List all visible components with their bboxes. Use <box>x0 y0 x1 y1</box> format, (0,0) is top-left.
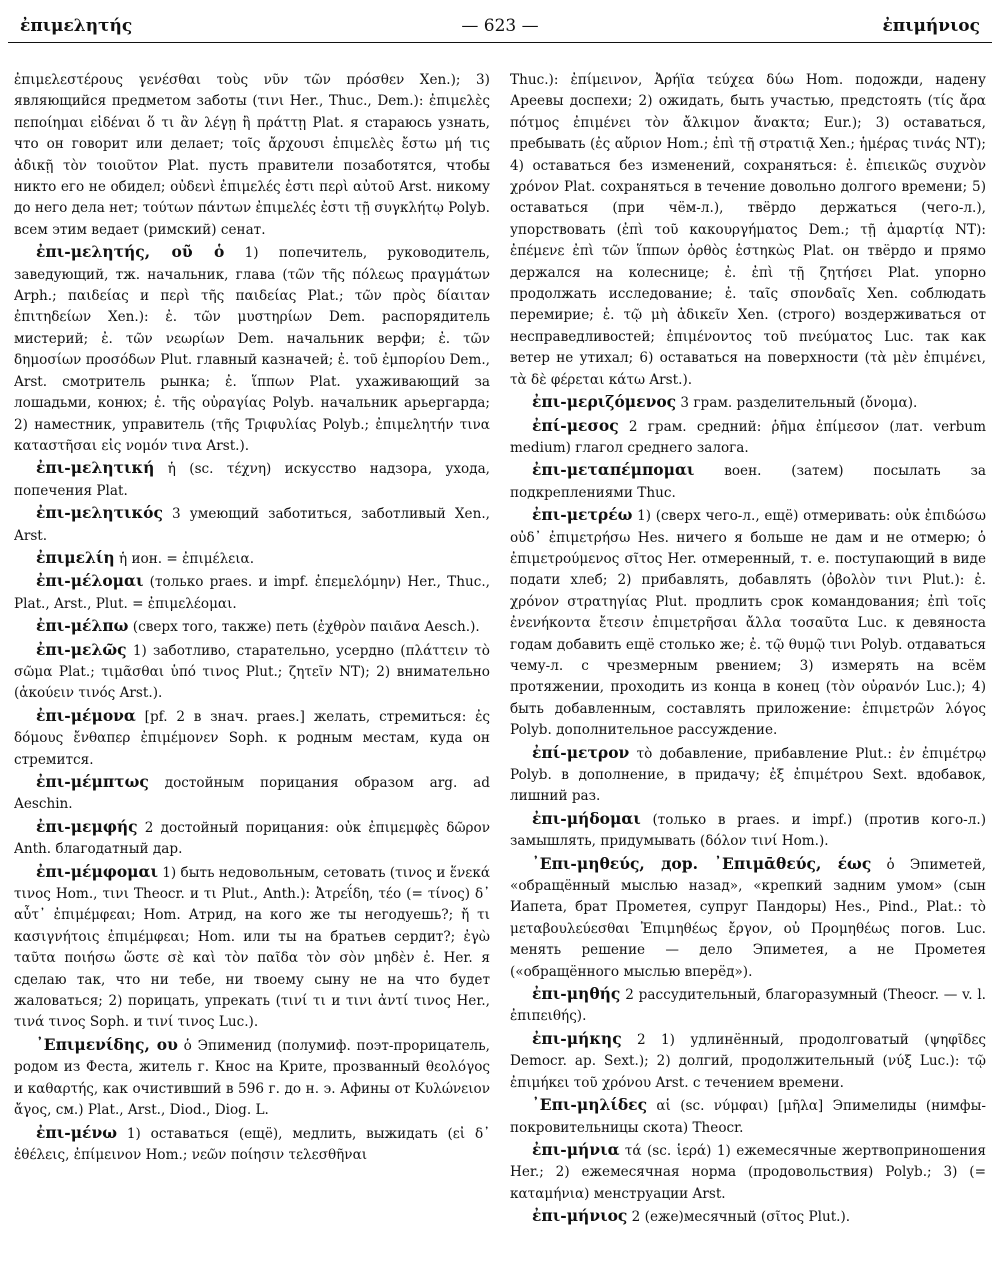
dictionary-entry <box>14 861 490 1034</box>
entry-continuation <box>510 70 986 391</box>
header-last-word: ἐπιμήνιος <box>882 16 980 36</box>
dictionary-entry <box>14 639 490 705</box>
dictionary-entry <box>510 1094 986 1139</box>
entry-text: 2 рассудительный, благоразумный (Theocr. — v. l. ἐπιπειθής). <box>510 987 986 1025</box>
entry-text: (только praes. и impf. ἐπεμελόμην) Her., Thuc., Plat., Arst., Plut. = ἐπιμελέομαι. <box>14 574 490 612</box>
dictionary-entry <box>510 415 986 460</box>
entry-text: Thuc.): ἐπίμεινον, Ἀρήϊα τεύχεα δύω Hom. подожди, надену Ареевы доспехи; 2) ожидать, быть участью, предстоять (τίς ἄρα πότμος ἐπιμένει τὸν ἄλκιμον ἄνακτα; Eur.); 3) оставаться, пребывать (ἐς αὔριον Hom.; ἐπὶ τῇ στρατιᾷ Xen.; ἡμέρας τινάς NT); 4) оставаться без изменений, сохраняться: ἐ. ἐπιεικῶς συχνὸν χρόνον Plat. сохраняться в течение довольно долгого времени; 5) оставаться (при чём-л.), твёрдо держаться (чего-л.), упорствовать (ἐπὶ τοῦ κακουργήματος Dem.; τῇ ἁμαρτίᾳ NT): ἐπέμενε ἐπὶ τῶν ἵππων ὀρθὸς ἑστηκὼς Plat. он твёрдо и прямо держался на колеснице; ἐ. ἐπὶ τῇ ζητήσει Plat. упорно продолжать исследование; ἐ. ταῖς σπονδαῖς Xen. соблюдать перемирие; ἐ. τῷ μὴ ἀδικεῖν Xen. (строго) воздерживаться от несправедливостей; ἐπιμένοντος τοῦ πνεύματος Luc. так как ветер не утихал; 6) оставаться на поверхности (τὰ μὲν ἐπιμένει, τὰ δὲ φέρεται κάτω Arst.). <box>510 72 986 388</box>
entry-text: достойным порицания образом arg. ad Aeschin. <box>14 775 490 813</box>
entry-headword: ἐπι-μήνια <box>532 1139 620 1159</box>
entry-text: 1) быть недовольным, сетовать (τινος и ἕνεκά τινος Hom., τινι Theocr. и τι Plut., Anth.): Ἀτρεΐδη, τέο (= τίνος) δ᾽ αὖτ᾽ ἐπιμέμφεαι; Hom. Атрид, на кого же ты негодуешь?; ἤ τι κασιγνήτοις ἐπιμέμφεαι; Hom. или ты на братьев сердит?; ἐγὼ ταῦτα ποιήσω ὥστε σὲ καὶ τὸν παῖδα τὸν σὸν μηδὲν ἐ. Her. я сделаю так, что ни тебе, ни твоему сыну не на что будет жаловаться; 2) порицать, упрекать (τινί τι и τινι ἀντί τινος Her., τινά τινος Soph. и τινί τινος Luc.). <box>14 864 490 1031</box>
entry-text: 1) заботливо, старательно, усердно (πλάττειν τὸ σῶμα Plat.; τιμᾶσθαι ὑπό τινος Plut.; ζητεῖν NT); 2) внимательно (ἀκούειν τινός Arst.). <box>14 642 490 702</box>
entry-headword: ἐπι-μεμφής <box>36 816 138 836</box>
entry-text: (сверх того, также) петь (ἐχθρὸν παιᾶνα Aesch.). <box>128 619 480 636</box>
text-columns <box>14 70 986 1280</box>
entry-text: ἡ ион. = ἐπιμέλεια. <box>114 550 255 567</box>
left-column <box>14 70 490 1280</box>
dictionary-entry <box>14 570 490 615</box>
entry-text: 1) оставаться (ещё), медлить, выжидать (εἰ δ᾽ ἐθέλεις, ἐπίμεινον Hom.; νεῶν ποίησιν τελεσθῆναι <box>14 1125 490 1163</box>
dictionary-entry <box>14 241 490 457</box>
entry-headword: ἐπι-μήδομαι <box>532 808 641 828</box>
dictionary-entry <box>510 983 986 1028</box>
entry-headword: ἐπι-μετρέω <box>532 505 633 525</box>
entry-text: 2 достойный порицания: οὐκ ἐπιμεμφὲς δῶρον Anth. благодатный дар. <box>14 819 490 858</box>
dictionary-entry <box>14 547 490 570</box>
entry-headword: ἐπι-μεριζόμενος <box>532 392 677 412</box>
entry-text: ἡ (sc. τέχνη) искусство надзора, ухода, попечения Plat. <box>14 461 490 499</box>
entry-headword: ἐπι-μελῶς <box>36 639 127 659</box>
page-number: — 623 — <box>461 16 539 36</box>
dictionary-entry <box>14 771 490 816</box>
entry-headword: ἐπι-μελητής, οῦ ὁ <box>36 242 225 262</box>
entry-text: 3 грам. разделительный (ὄνομα). <box>676 395 918 412</box>
entry-text: 2 грам. средний: ῥῆμα ἐπίμεσον (лат. verbum medium) глагол среднего залога. <box>510 418 986 456</box>
dictionary-entry <box>14 1122 490 1167</box>
entry-text: ὁ Эпиметей, «обращённый мыслью назад», «крепкий задним умом» (сын Иапета, брат Прометея, супруг Пандоры) Hes., Pind., Plat.: τὸ μεταβουλεύεσθαι Ἐπιμηθέως ἔργον, οὐ Προμηθέως погов. Luc. менять решение — дело Эпиметея, а не Прометея («обращённого мыслью вперёд»). <box>510 856 986 980</box>
dictionary-entry <box>510 742 986 808</box>
entry-headword: ἐπι-μέμονα <box>36 705 136 725</box>
dictionary-entry <box>510 1205 986 1228</box>
dictionary-entry <box>510 391 986 414</box>
dictionary-entry <box>14 457 490 502</box>
dictionary-entry <box>510 853 986 983</box>
dictionary-entry <box>510 1028 986 1094</box>
entry-headword: ἐπι-μέλπω <box>36 616 129 636</box>
entry-headword: ᾽Επι-μηθεύς, дор. ᾽Επιμᾱθεύς, έως <box>532 853 872 873</box>
page-header <box>14 10 986 40</box>
dictionary-entry <box>14 615 490 638</box>
entry-headword: ἐπι-μήνιος <box>532 1206 628 1226</box>
entry-headword: ἐπι-μελητική <box>36 458 155 478</box>
entry-text: αἱ (sc. νύμφαι) [μῆλα] Эпимелиды (нимфы-покровительницы скота) Theocr. <box>510 1098 986 1136</box>
entry-headword: ἐπι-μένω <box>36 1122 117 1142</box>
dictionary-entry <box>14 1034 490 1122</box>
entry-text: τὸ добавление, прибавление Plut.: ἐν ἐπιμέτρῳ Polyb. в дополнение, в придачу; ἐξ ἐπιμέτρου Sext. вдобавок, лишний раз. <box>510 745 986 805</box>
entry-headword: ἐπι-μέμπτως <box>36 772 149 791</box>
right-column <box>510 70 986 1280</box>
entry-text: 1) попечитель, руководитель, заведующий, тж. начальник, глава (τῶν τῆς πόλεως πραγμάτων Arph.; παιδείας и περὶ τῆς παιδείας Plat.; τῶν πρὸς δίαιταν ἐπιτηδείων Xen.): ἐ. τῶν μυστηρίων Dem. распорядитель мистерий; ἐ. τῶν νεωρίων Dem. начальник верфи; ἐ. τῶν δημοσίων προσόδων Plut. главный казначей; ἐ. τοῦ ἐμπορίου Dem., Arst. смотритель рынка; ἐ. ἵππων Plat. ухаживающий за лошадьми, конюх; ἐ. τῆς οὐραγίας Polyb. начальник арьергарда; 2) наместник, управитель (τῆς Τριφυλίας Polyb.; ἐπιμελητήν τινα καταστῆσαι εἰς νομόν τινα Arst.). <box>14 245 490 454</box>
entry-continuation <box>14 70 490 241</box>
dictionary-entry <box>510 808 986 853</box>
entry-headword: ἐπι-μέλομαι <box>36 571 144 591</box>
entry-text: 2 1) удлинённый, продолговатый (ψηφῖδες Democr. ap. Sext.); 2) долгий, продолжительный (νύξ Luc.): τῷ ἐπιμήκει τοῦ χρόνου Arst. с течением времени. <box>510 1031 986 1091</box>
entry-text: (только в praes. и impf.) (против кого-л.) замышлять, придумывать (δόλον τινί Hom.). <box>510 811 986 850</box>
dictionary-entry <box>14 816 490 861</box>
entry-headword: ἐπί-μετρον <box>532 742 630 762</box>
dictionary-entry <box>510 1139 986 1205</box>
entry-text: 3 умеющий заботиться, заботливый Xen., Arst. <box>14 506 490 544</box>
entry-headword: ἐπι-μεταπέμπομαι <box>532 460 695 480</box>
header-first-word: ἐπιμελητής <box>20 16 133 36</box>
entry-headword: ἐπί-μεσος <box>532 415 619 435</box>
entry-text: ὁ Эпименид (полумиф. поэт-прорицатель, родом из Феста, житель г. Кнос на Крите, прозванный θεολόγος и καθαρτής, как очистивший в 596 г. до н. э. Афины от Κυλώνειον ἄγος, см.) Plat., Arst., Diod., Diog. L. <box>14 1037 490 1119</box>
entry-text: ἐπιμελεστέρους γενέσθαι τοὺς νῦν τῶν πρόσθεν Xen.); 3) являющийся предметом заботы (τινι Her., Thuc., Dem.): ἐπιμελὲς πεποίημαι εἰδέναι ὅ τι ἂν λέγῃ ἢ πράττῃ Plat. я стараюсь узнать, что он говорит или делает; τοῖς ἄρχουσι ἐπιμελὲς ἔστω μή τις ἀδικῇ τὸν τοιοῦτον Plat. пусть правители позаботятся, чтобы никто его не обидел; οὐδενὶ ἐπιμελές ἐστι περὶ αὐτοῦ Arst. никому до него дела нет; τούτων πάντων ἐπιμελές ἐστι τῇ συγκλήτῳ Polyb. всем этим ведает (римский) сенат. <box>14 72 490 238</box>
entry-text: τά (sc. ἱερά) 1) ежемесячные жертвоприношения Her.; 2) ежемесячная норма (продовольствия) Polyb.; 3) (= καταμήνια) менструации Arst. <box>510 1142 986 1202</box>
entry-text: [pf. 2 в знач. praes.] желать, стремиться: ἐς δόμους ἔνθαπερ ἐπιμέμονεν Soph. к родным местам, куда он стремится. <box>14 708 490 768</box>
dictionary-entry <box>14 705 490 771</box>
entry-headword: ἐπι-μήκης <box>532 1028 622 1048</box>
header-rule <box>8 42 992 43</box>
dictionary-entry <box>510 459 986 504</box>
dictionary-entry <box>510 504 986 741</box>
entry-text: 1) (сверх чего-л., ещё) отмеривать: οὐκ ἐπιδώσω οὐδ᾽ ἐπιμετρήσω Hes. ничего я больше не дам и не отмерю; ὁ ἐπιμετρούμενος σῖτος Her. отмеренный, т. е. поступающий в виде подати хлеб; 2) прибавлять, добавлять (ὀβολὸν τινι Plut.): ἐ. χρόνον στρατηγίας Plut. продлить срок командования; ἐπὶ τοῖς ἐνενήκοντα ἔτεσιν ἐπιμετρῆσαι ἄλλα τοσαῦτα Luc. к девяноста годам добавить ещё столько же; ἐ. τῷ θυμῷ τινι Polyb. отдаваться чему-л. с чрезмерным рвением; 3) измерять на всём протяжении, проходить из конца в конец (τὸν οὐρανόν Luc.); 4) быть добавленным, составлять приложение: ἐπιμετρῶν λόγος Polyb. дополнительное рассуждение. <box>510 508 986 739</box>
entry-text: воен. (затем) посылать за подкреплениями Thuc. <box>510 463 986 501</box>
entry-text: 2 (еже)месячный (σῖτος Plut.). <box>627 1209 851 1226</box>
entry-headword: ἐπι-μηθής <box>532 984 621 1004</box>
entry-headword: ἐπιμελίη <box>36 547 115 567</box>
entry-headword: ἐπι-μέμφομαι <box>36 861 158 881</box>
entry-headword: ἐπι-μελητικός <box>36 503 163 523</box>
dictionary-entry <box>14 502 490 547</box>
entry-headword: ᾽Επιμενίδης, ου <box>36 1034 178 1054</box>
entry-headword: ᾽Επι-μηλίδες <box>532 1095 648 1115</box>
